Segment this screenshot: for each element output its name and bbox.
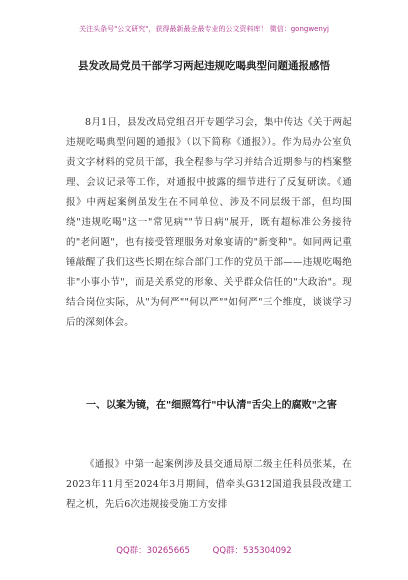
header-banner: 关注头条号"公文研究"，获得最新最全最专业的公文资料库！ 微信：gongwenyj xyxy=(79,25,329,33)
document-title: 县发改局党员干部学习两起违规吃喝典型问题通报感悟 xyxy=(78,60,330,72)
footer-qq-group-1: QQ群：30265665 xyxy=(116,546,190,556)
section-heading: 一、以案为镜，在"细照笃行"中认清"舌尖上的腐败"之害 xyxy=(86,400,337,411)
footer-qq-group-2: QQ群：535304092 xyxy=(212,546,292,556)
body-paragraph: 《通报》中第一起案例涉及县交通局原二级主任科员张某，在2023年11月至2024年3月期间，借牵头G312国道我县段改建工程之机，先后6次违规接受施工方安排 xyxy=(66,459,352,510)
body-paragraph: 8月1日，县发改局党组召开专题学习会，集中传达《关于两起违规吃喝典型问题的通报》（以下简称《通报》）。作为局办公室负责文字材料的党员干部，我全程参与学习并结合近期参与的档案整理、会议记录等工作，对通报中披露的细节进行了反复研读。《通报》中两起案例虽发生在不同单位、涉及不同层级干部，但均围绕"违规吃喝"这一"常见病""节日病"展开，既有超标准公务接待的"老问题"，也有接受管理服务对象宴请的"新变种"。如同两记重锤敲醒了我们这些长期在综合部门工作的党员干部——违规吃喝绝非"小事小节"，而是关系党的形象、关乎群众信任的"大政治"。现结合岗位实际，从"为何严""何以严""如何严"三个维度，谈谈学习后的深刻体会。 xyxy=(66,117,352,328)
footer xyxy=(0,545,408,557)
